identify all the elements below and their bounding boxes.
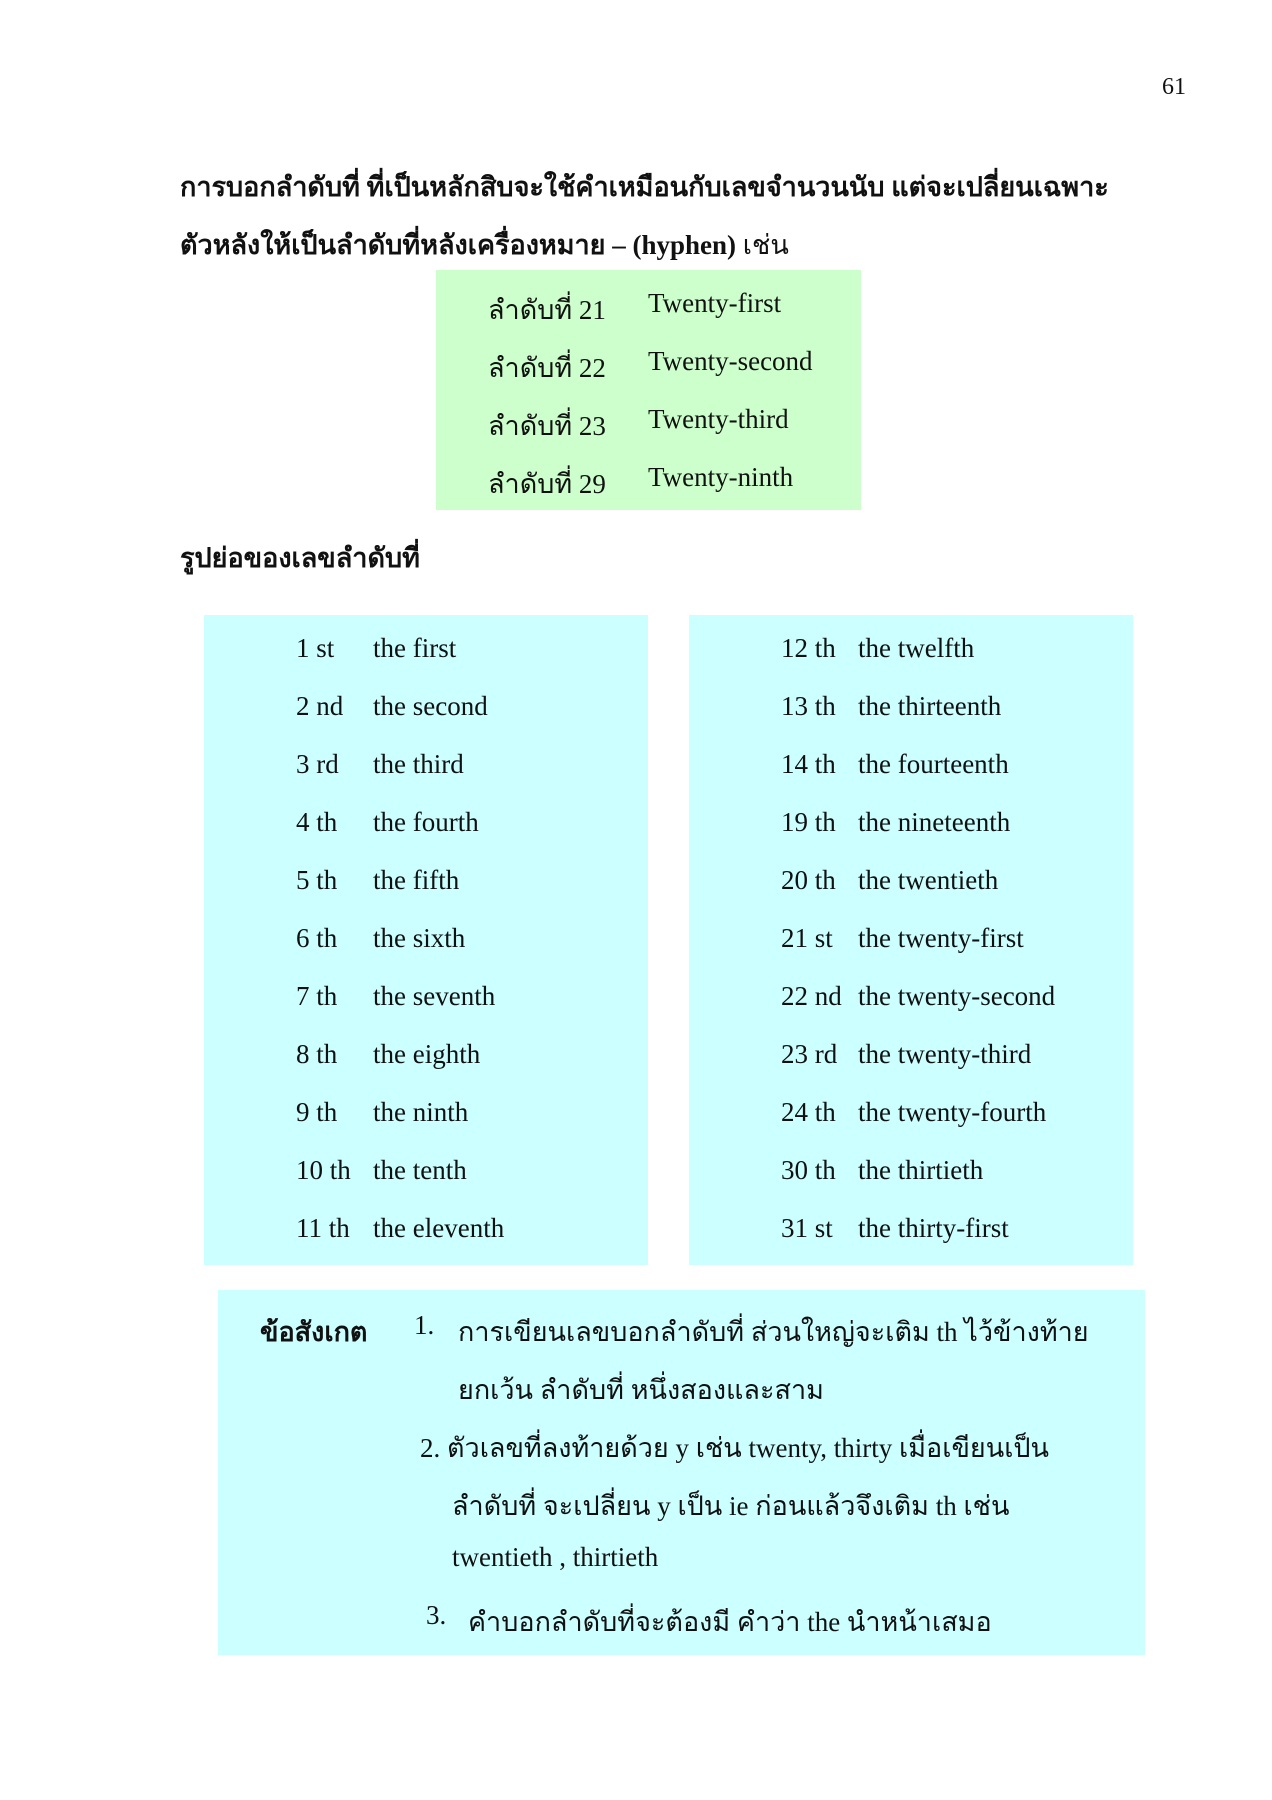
example-english: Twenty-third (648, 404, 789, 434)
example-thai: ลำดับที่ 29 (488, 469, 606, 499)
note-2-line-2: ลำดับที่ จะเปลี่ยน y เป็น ie ก่อนแล้วจึงเติม th เช่น (452, 1491, 1010, 1521)
ordinal-abbreviation: 20 th (781, 865, 836, 895)
ordinal-abbreviation: 22 nd (781, 981, 842, 1011)
note-2-line-1: 2. ตัวเลขที่ลงท้ายด้วย y เช่น twenty, thirty เมื่อเขียนเป็น (420, 1433, 1050, 1463)
example-english: Twenty-second (648, 346, 813, 376)
example-box (436, 270, 861, 510)
ordinal-abbreviation: 7 th (296, 981, 338, 1011)
intro-paragraph (180, 158, 1140, 274)
ordinal-abbreviation: 3 rd (296, 749, 339, 779)
note-1-number: 1. (414, 1310, 435, 1340)
note-1-line-1: การเขียนเลขบอกลำดับที่ ส่วนใหญ่จะเติม th ไว้ข้างท้าย (458, 1317, 1089, 1347)
ordinal-abbreviation: 30 th (781, 1155, 836, 1185)
ordinal-word: the eighth (373, 1039, 481, 1069)
ordinal-abbreviation: 5 th (296, 865, 338, 895)
intro-line-1: การบอกลำดับที่ ที่เป็นหลักสิบจะใช้คำเหมือนกับเลขจำนวนนับ แต่จะเปลี่ยนเฉพาะ (180, 172, 1109, 202)
ordinal-abbreviation: 31 st (781, 1213, 833, 1243)
abbreviations-heading: รูปย่อของเลขลำดับที่ (180, 543, 420, 573)
ordinal-word: the thirty-first (858, 1213, 1009, 1243)
ordinal-abbreviation: 11 th (296, 1213, 350, 1243)
ordinal-abbreviation: 13 th (781, 691, 836, 721)
ordinal-word: the second (373, 691, 488, 721)
ordinal-word: the fifth (373, 865, 460, 895)
intro-line-2 (180, 216, 1140, 274)
ordinal-abbreviation: 24 th (781, 1097, 836, 1127)
ordinal-word: the twenty-second (858, 981, 1056, 1011)
example-thai: ลำดับที่ 23 (488, 411, 606, 441)
example-thai: ลำดับที่ 22 (488, 353, 606, 383)
ordinal-word: the thirteenth (858, 691, 1002, 721)
ordinal-abbreviation: 1 st (296, 633, 335, 663)
ordinal-abbreviation: 2 nd (296, 691, 344, 721)
ordinal-abbreviation: 9 th (296, 1097, 338, 1127)
notes-box (218, 1290, 1145, 1655)
ordinal-word: the tenth (373, 1155, 467, 1185)
note-3-number: 3. (426, 1600, 447, 1630)
ordinal-abbreviation: 12 th (781, 633, 836, 663)
note-3-line-1: คำบอกลำดับที่จะต้องมี คำว่า the นำหน้าเสมอ (468, 1607, 992, 1637)
ordinal-word: the thirtieth (858, 1155, 984, 1185)
example-english: Twenty-first (648, 288, 782, 318)
ordinal-word: the twenty-third (858, 1039, 1032, 1069)
ordinal-word: the nineteenth (858, 807, 1011, 837)
example-thai: ลำดับที่ 21 (488, 295, 606, 325)
example-english: Twenty-ninth (648, 462, 794, 492)
note-2-line-3: twentieth , thirtieth (452, 1542, 659, 1572)
ordinal-word: the fourteenth (858, 749, 1009, 779)
ordinal-abbreviation: 19 th (781, 807, 836, 837)
ordinal-word: the twenty-fourth (858, 1097, 1047, 1127)
note-1-line-2: ยกเว้น ลำดับที่ หนึ่งสองและสาม (458, 1375, 824, 1405)
intro-line-2-normal: เช่น (742, 230, 789, 260)
ordinal-word: the twelfth (858, 633, 975, 663)
ordinal-abbreviation: 10 th (296, 1155, 351, 1185)
ordinal-word: the sixth (373, 923, 466, 953)
ordinal-word: the first (373, 633, 457, 663)
ordinal-word: the third (373, 749, 464, 779)
ordinal-table-left (204, 615, 648, 1265)
ordinal-abbreviation: 21 st (781, 923, 833, 953)
ordinal-word: the twenty-first (858, 923, 1024, 953)
notes-label: ข้อสังเกต (260, 1317, 368, 1347)
ordinal-table-right (689, 615, 1133, 1265)
ordinal-abbreviation: 6 th (296, 923, 338, 953)
ordinal-word: the eleventh (373, 1213, 505, 1243)
page-number: 61 (1162, 74, 1186, 100)
ordinal-abbreviation: 8 th (296, 1039, 338, 1069)
ordinal-word: the ninth (373, 1097, 469, 1127)
ordinal-word: the seventh (373, 981, 496, 1011)
ordinal-abbreviation: 14 th (781, 749, 836, 779)
ordinal-word: the fourth (373, 807, 479, 837)
ordinal-word: the twentieth (858, 865, 999, 895)
ordinal-abbreviation: 4 th (296, 807, 338, 837)
ordinal-abbreviation: 23 rd (781, 1039, 838, 1069)
intro-line-2-bold: ตัวหลังให้เป็นลำดับที่หลังเครื่องหมาย – (hyphen) (180, 230, 737, 260)
